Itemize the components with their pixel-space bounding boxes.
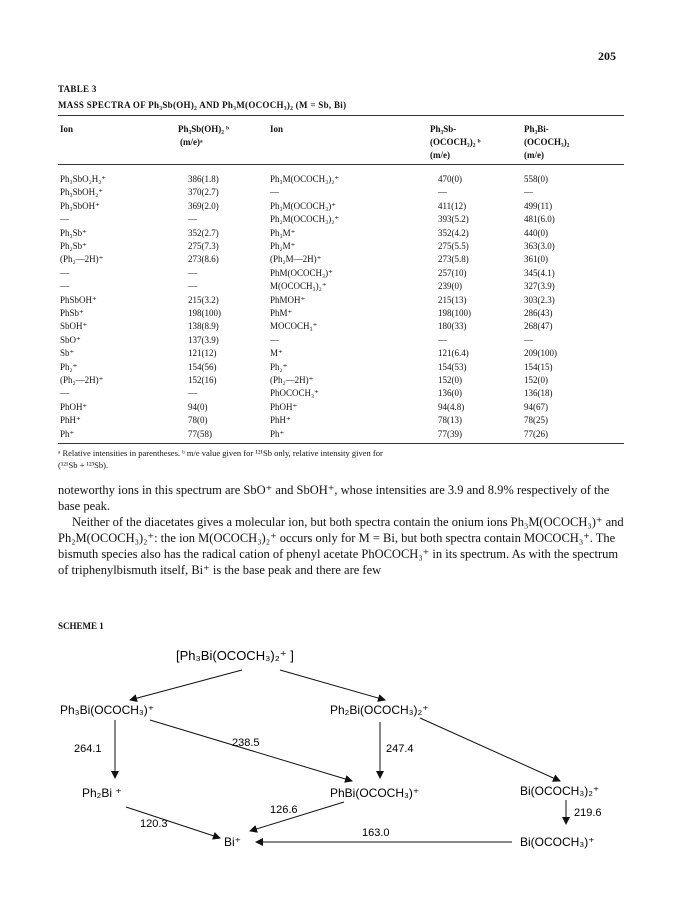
- table-cell-bi-diacetate-value: —: [524, 187, 533, 198]
- scheme-node-ph3bioac: Ph₃Bi(OCOCH₃)⁺: [60, 703, 155, 717]
- table-cell-ph3sboh2-value: 369(2.0): [188, 200, 219, 211]
- table-cell-sb-diacetate-value: 470(0): [438, 174, 462, 184]
- table-cell-sb-diacetate-value: 275(5.5): [438, 241, 469, 251]
- table-cell-ph3sboh2-value: 386(1.8): [188, 174, 219, 184]
- paragraph-2: Neither of the diacetates gives a molecular ion, but both spectra contain the onium ions Ph₃M(OCOCH₃)⁺ and Ph₂M(OCOCH₃)₂⁺: the ion M(OCOCH₃)₂⁺ occurs only for M = Bi, but both spectra contain MOCOCH₃⁺. The bismuth species also has the radical cation of phenyl acetate PhOCOCH₃⁺ in its spectrum. As with the spectrum of triphenylbismuth itself, Bi⁺ is the base peak and there are few: [58, 515, 624, 577]
- table-cell-bi-diacetate-value: 558(0): [524, 174, 548, 184]
- table-cell-bi-diacetate-value: 268(47): [524, 321, 553, 332]
- table-cell-sb-diacetate-value: 77(39): [438, 428, 462, 439]
- arrow-top-to-n2: [280, 670, 385, 700]
- table-cell-sb-diacetate-value: 121(6.4): [438, 348, 469, 359]
- page-number: 205: [598, 49, 616, 63]
- header-sb-unit: (m/e): [430, 150, 450, 160]
- table-cell-ion: PhH⁺: [60, 415, 81, 426]
- table-cell-ion: Ph₃SbOH₂⁺: [60, 187, 104, 198]
- table-cell-sb-diacetate-value: 215(13): [438, 294, 467, 305]
- table-cell-ion-2: PhOCOCH₃⁺: [270, 388, 319, 399]
- table-cell-ph3sboh2-value: 275(7.3): [188, 241, 219, 251]
- table-cell-ion-2: Ph₃M(OCOCH₃)⁺: [270, 200, 337, 211]
- header-ph3sboh2-unit: (m/e)ᵃ: [180, 137, 203, 147]
- table-cell-ion-2: M⁺: [270, 348, 283, 359]
- header-bi-unit: (m/e): [524, 150, 544, 160]
- table-cell-ion-2: PhM(OCOCH₃)⁺: [270, 267, 333, 278]
- table-cell-ph3sboh2-value: 137(3.9): [188, 334, 219, 345]
- table-cell-ph3sboh2-value: —: [188, 214, 197, 225]
- table-cell-ion: PhSb⁺: [60, 308, 84, 318]
- table-cell-ion-2: M(OCOCH₃)₂⁺: [270, 281, 327, 292]
- table-cell-sb-diacetate-value: 78(13): [438, 415, 462, 426]
- table-cell-ion: Ph₂⁺: [60, 361, 78, 372]
- table-cell-ion-2: (Ph₂—2H)⁺: [270, 375, 314, 385]
- table-cell-sb-diacetate-value: 352(4.2): [438, 227, 469, 238]
- table-cell-ph3sboh2-value: 198(100): [188, 308, 221, 318]
- header-bi-2: (OCOCH₃)₂: [524, 137, 570, 147]
- scheme-value-247: 247.4: [386, 743, 414, 755]
- table-cell-ph3sboh2-value: 94(0): [188, 401, 208, 412]
- table-cell-ph3sboh2-value: 121(12): [188, 348, 217, 359]
- table-footnote-1: ᵃ Relative intensities in parentheses. ᵇ m/e value given for ¹²¹Sb only, relative intensity given for: [58, 448, 383, 458]
- table-cell-sb-diacetate-value: —: [438, 187, 447, 198]
- table-cell-ph3sboh2-value: —: [188, 388, 197, 399]
- table-cell-sb-diacetate-value: 239(0): [438, 281, 462, 292]
- table-cell-ion-2: (Ph₂M—2H)⁺: [270, 254, 322, 265]
- table-cell-ion: —: [60, 388, 69, 399]
- table-footnote-2: (¹²¹Sb + ¹²³Sb).: [58, 460, 109, 470]
- table-cell-sb-diacetate-value: 393(5.2): [438, 214, 469, 225]
- scheme-node-bioac: Bi(OCOCH₃)⁺: [520, 835, 595, 849]
- table-cell-ph3sboh2-value: 370(2.7): [188, 187, 219, 198]
- table-cell-bi-diacetate-value: 286(43): [524, 308, 553, 318]
- table-cell-bi-diacetate-value: —: [524, 334, 533, 345]
- header-sb: Ph₃Sb-: [430, 124, 457, 134]
- scheme-node-phbioac: PhBi(OCOCH₃)⁺: [330, 786, 420, 800]
- table-cell-ion: SbO⁺: [60, 334, 81, 345]
- table-cell-ion-2: Ph₂⁺: [270, 361, 288, 372]
- table-cell-ion: (Ph₂—2H)⁺: [60, 254, 104, 265]
- scheme-node-ph2bioac2: Ph₂Bi(OCOCH₃)₂⁺: [330, 703, 429, 717]
- header-ion-1: Ion: [60, 124, 74, 134]
- table-cell-ph3sboh2-value: 273(8.6): [188, 254, 219, 265]
- table-cell-ph3sboh2-value: 215(3.2): [188, 294, 219, 305]
- table-cell-ion-2: PhM⁺: [270, 308, 293, 318]
- table-cell-ion-2: Ph⁺: [270, 428, 285, 439]
- table-cell-bi-diacetate-value: 361(0): [524, 254, 548, 265]
- table-cell-ion: Ph₃Sb⁺: [60, 227, 87, 238]
- table-cell-ion-2: MOCOCH₃⁺: [270, 321, 318, 332]
- table-cell-bi-diacetate-value: 152(0): [524, 375, 548, 385]
- table-cell-ion: —: [60, 281, 69, 292]
- scheme-value-163: 163.0: [362, 827, 390, 839]
- scheme-value-219: 219.6: [574, 807, 602, 819]
- scheme-value-126: 126.6: [270, 804, 298, 816]
- table-cell-bi-diacetate-value: 94(67): [524, 401, 548, 412]
- table-cell-ion: Ph₂Sb⁺: [60, 241, 87, 251]
- table-cell-ion-2: Ph₂M⁺: [270, 241, 296, 251]
- table-cell-bi-diacetate-value: 136(18): [524, 388, 553, 399]
- table-cell-ion: Ph⁺: [60, 428, 75, 439]
- table-cell-sb-diacetate-value: 257(10): [438, 267, 467, 278]
- header-ph3sboh2: Ph₃Sb(OH)₂ ᵇ: [178, 124, 230, 134]
- paragraph-1: noteworthy ions in this spectrum are SbO⁺ and SbOH⁺, whose intensities are 3.9 and 8.9% respectively of the base peak.: [58, 483, 610, 513]
- table-cell-ion-2: Ph₂M(OCOCH₃)₂⁺: [270, 214, 340, 225]
- scheme-value-264: 264.1: [74, 743, 102, 755]
- table-cell-ion-2: —: [270, 334, 279, 345]
- table-cell-ion: Sb⁺: [60, 348, 75, 359]
- table-cell-ion: —: [60, 214, 69, 225]
- scheme-node-bioac2: Bi(OCOCH₃)₂⁺: [520, 784, 600, 798]
- header-sb-2: (OCOCH₃)₂ ᵇ: [430, 137, 481, 147]
- scheme-node-ph2bi: Ph₂Bi ⁺: [82, 786, 122, 800]
- table-cell-sb-diacetate-value: 273(5.8): [438, 254, 469, 265]
- table-cell-ph3sboh2-value: 77(58): [188, 428, 212, 439]
- table-cell-ph3sboh2-value: 154(56): [188, 361, 217, 372]
- scheme-value-238: 238.5: [232, 737, 260, 749]
- table-cell-bi-diacetate-value: 499(11): [524, 200, 553, 211]
- table-cell-sb-diacetate-value: 411(12): [438, 200, 467, 211]
- table-cell-bi-diacetate-value: 440(0): [524, 227, 548, 238]
- table-cell-ph3sboh2-value: 352(2.7): [188, 227, 219, 238]
- table-cell-ph3sboh2-value: —: [188, 267, 197, 278]
- table-cell-sb-diacetate-value: 198(100): [438, 308, 471, 318]
- table-cell-sb-diacetate-value: 180(33): [438, 321, 467, 332]
- scheme-label: SCHEME 1: [58, 621, 104, 631]
- scheme-value-120: 120.3: [140, 818, 168, 830]
- header-bi: Ph₃Bi-: [524, 124, 549, 134]
- table-cell-ion: Ph₃SbO₂H₂⁺: [60, 174, 107, 184]
- table-cell-ion: Ph₃SbOH⁺: [60, 200, 100, 211]
- table-cell-ion-2: Ph₃M⁺: [270, 227, 296, 238]
- table-title: MASS SPECTRA OF Ph₃Sb(OH)₂ AND Ph₃M(OCOCH₃)₂ (M = Sb, Bi): [58, 100, 347, 110]
- table-cell-bi-diacetate-value: 78(25): [524, 415, 548, 426]
- table-cell-bi-diacetate-value: 154(15): [524, 361, 553, 372]
- table-cell-ion: —: [60, 267, 69, 278]
- table-label: TABLE 3: [58, 84, 97, 94]
- table-cell-ph3sboh2-value: 138(8.9): [188, 321, 219, 332]
- arrow-n2-to-n5: [420, 718, 560, 781]
- table-cell-bi-diacetate-value: 209(100): [524, 348, 557, 359]
- table-cell-bi-diacetate-value: 303(2.3): [524, 294, 555, 305]
- table-cell-ion-2: Ph₃M(OCOCH₃)₂⁺: [270, 174, 340, 184]
- table-cell-ion-2: PhH⁺: [270, 415, 291, 426]
- table-cell-ion-2: —: [270, 187, 279, 198]
- table-cell-ph3sboh2-value: 152(16): [188, 375, 217, 385]
- table-cell-bi-diacetate-value: 327(3.9): [524, 281, 555, 292]
- table-cell-sb-diacetate-value: 154(53): [438, 361, 467, 372]
- table-cell-sb-diacetate-value: 136(0): [438, 388, 462, 399]
- table-cell-bi-diacetate-value: 345(4.1): [524, 267, 555, 278]
- table-cell-ion: SbOH⁺: [60, 321, 88, 332]
- table-cell-sb-diacetate-value: 152(0): [438, 375, 462, 385]
- table-cell-sb-diacetate-value: 94(4.8): [438, 401, 465, 412]
- scheme-node-parent: [Ph₃Bi(OCOCH₃)₂⁺ ]: [176, 648, 294, 663]
- table-cell-bi-diacetate-value: 363(3.0): [524, 241, 555, 251]
- table-cell-ion-2: PhMOH⁺: [270, 294, 306, 305]
- header-ion-2: Ion: [270, 124, 284, 134]
- table-cell-ph3sboh2-value: 78(0): [188, 415, 208, 426]
- table-cell-bi-diacetate-value: 481(6.0): [524, 214, 555, 225]
- table-cell-ion: (Ph₂—2H)⁺: [60, 375, 104, 385]
- table-cell-ph3sboh2-value: —: [188, 281, 197, 292]
- arrow-n1-to-n4: [150, 720, 352, 781]
- table-cell-ion: PhOH⁺: [60, 401, 88, 412]
- table-cell-ion: PhSbOH⁺: [60, 294, 97, 305]
- table-cell-sb-diacetate-value: —: [438, 334, 447, 345]
- arrow-top-to-n1: [130, 670, 242, 700]
- table-cell-bi-diacetate-value: 77(26): [524, 428, 548, 439]
- scheme-node-bi: Bi⁺: [224, 835, 242, 849]
- table-cell-ion-2: PhOH⁺: [270, 401, 298, 412]
